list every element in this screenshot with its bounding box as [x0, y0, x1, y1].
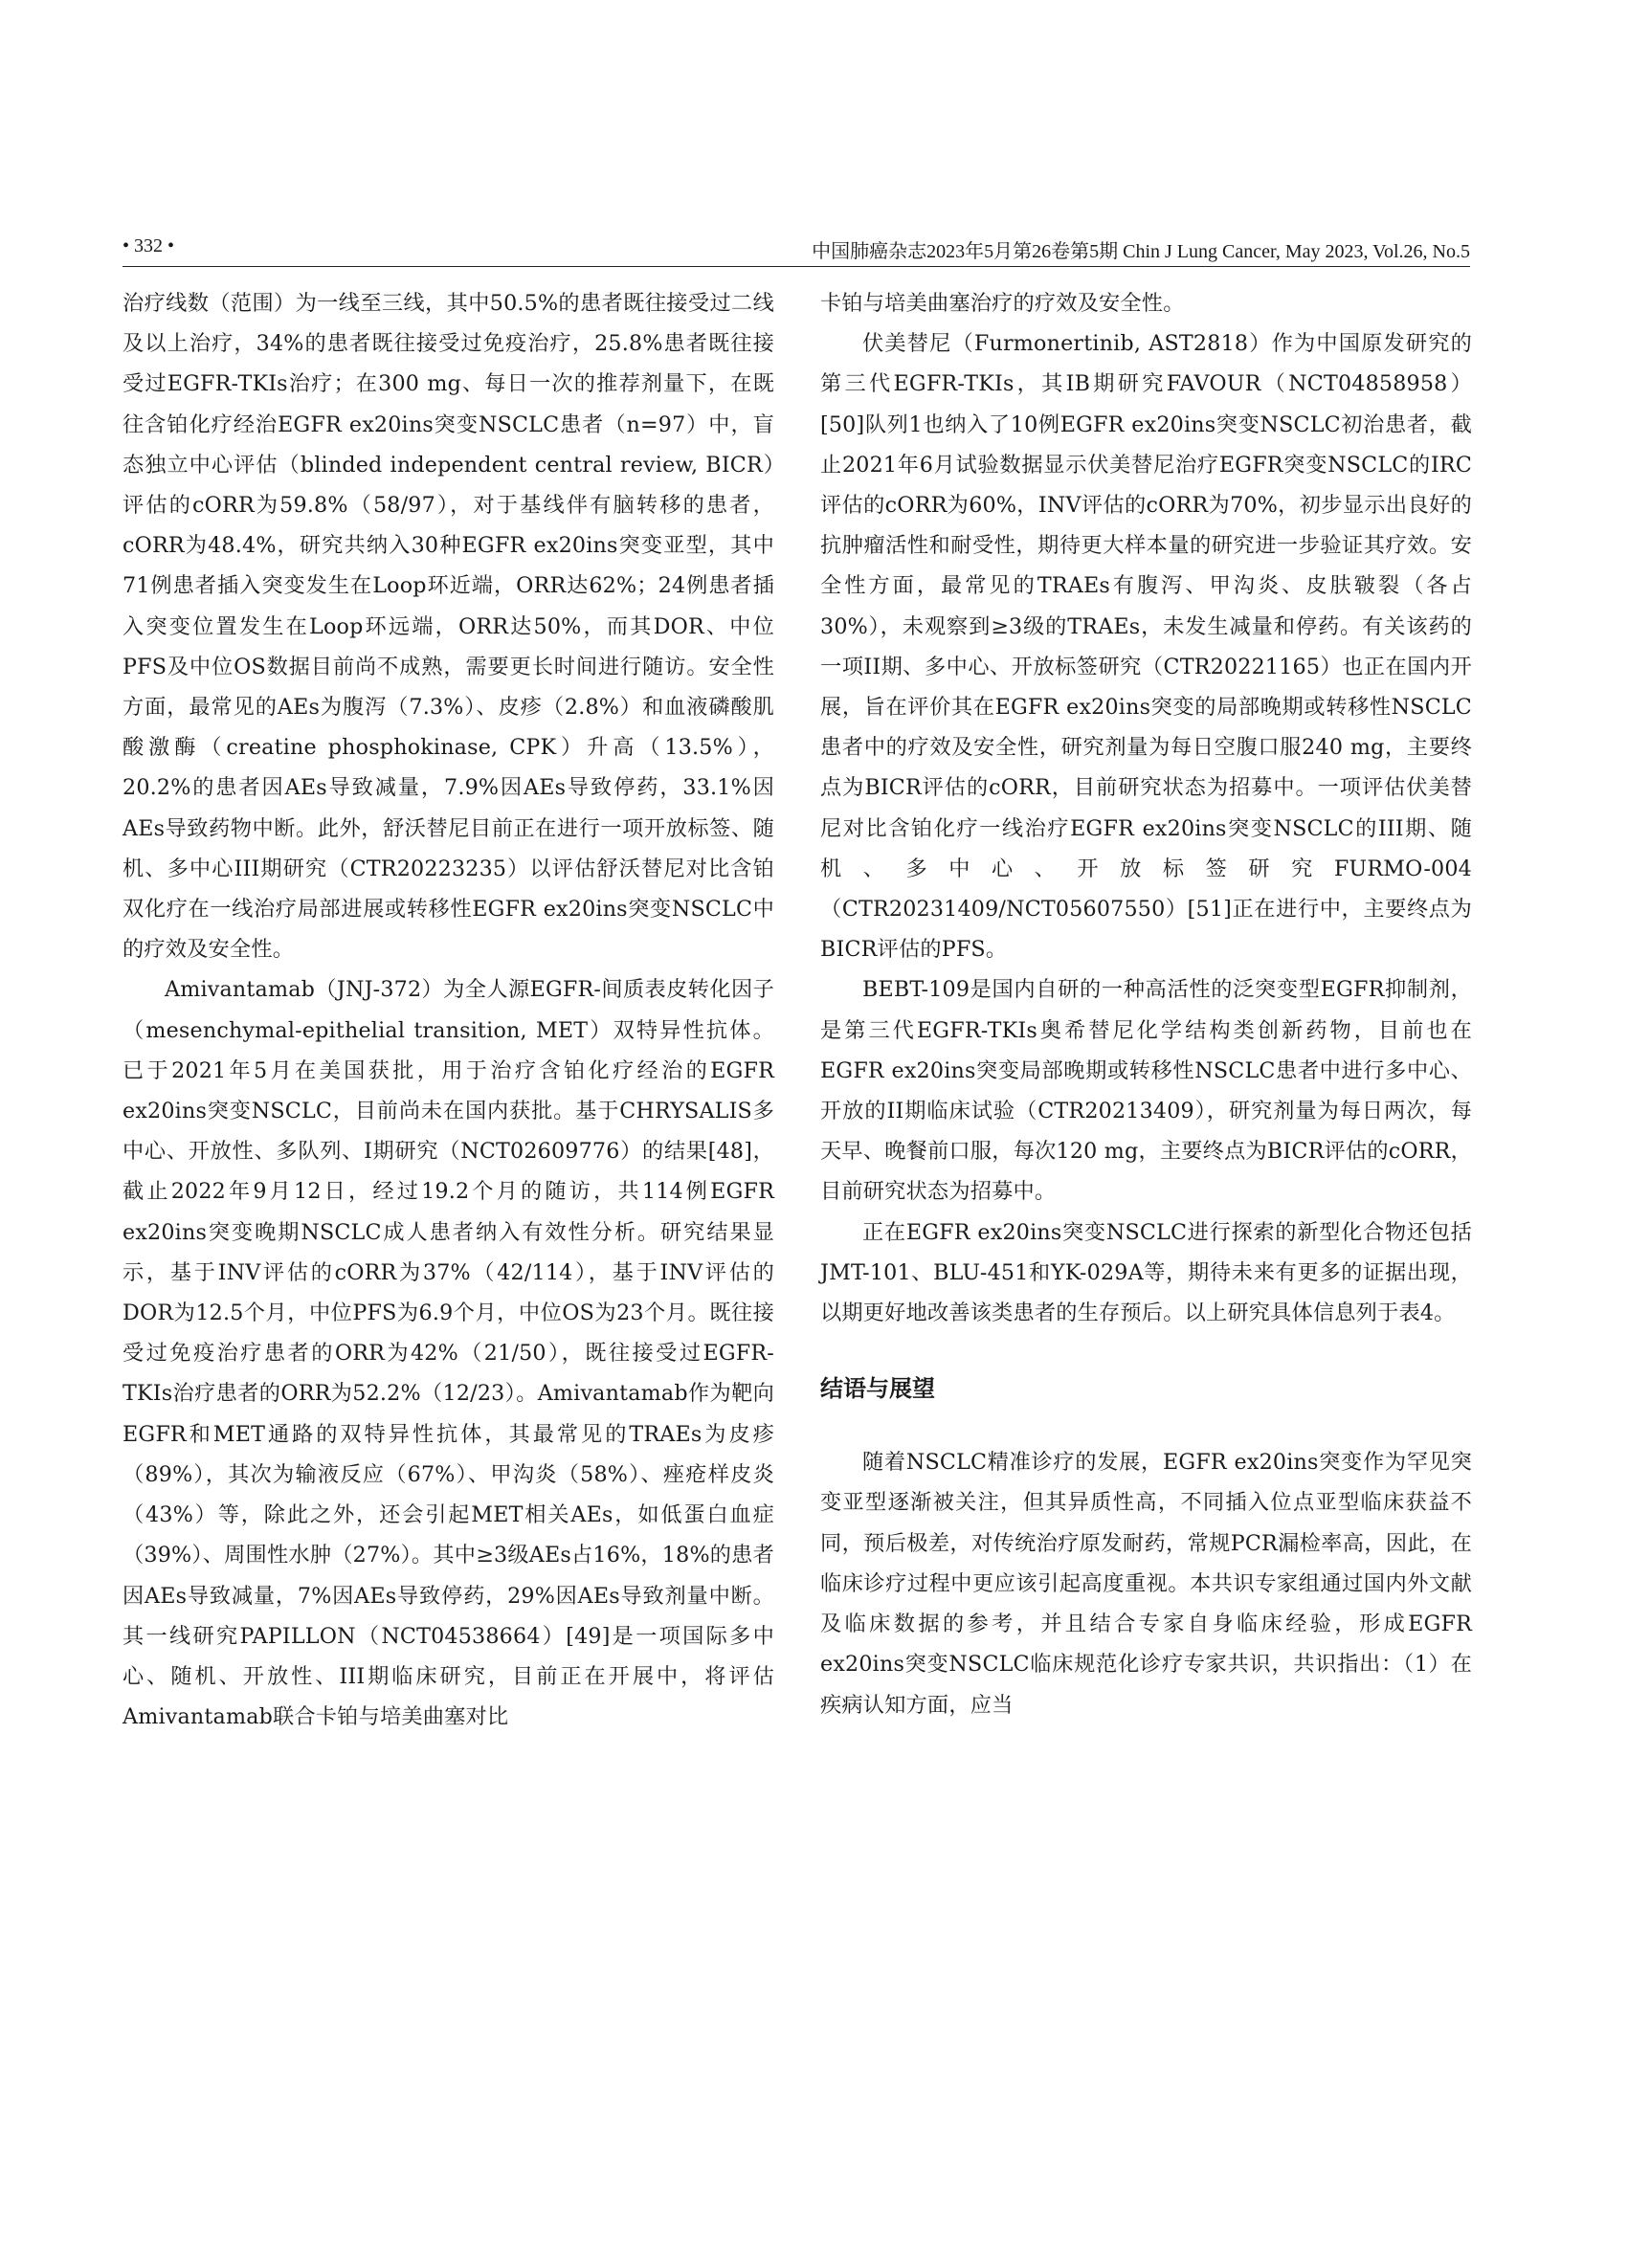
paragraph-new-compounds: 正在EGFR ex20ins突变NSCLC进行探索的新型化合物还包括JMT-101、BLU-451和YK-029A等，期待未来有更多的证据出现，以期更好地改善该类患者的生存预后。以上研究具体信息列于表4。 [820, 1219, 1472, 1326]
right-column [820, 283, 1472, 1725]
page-number: • 332 • [123, 235, 175, 256]
paragraph-furmonertinib: 伏美替尼（Furmonertinib, AST2818）作为中国原发研究的第三代EGFR-TKIs，其IB期研究FAVOUR（NCT04858958）[50]队列1也纳入了10例EGFR ex20ins突变NSCLC初治患者，截止2021年6月试验数据显示伏美替尼治疗EGFR突变NSCLC的IRC评估的cORR为60%，INV评估的cORR为70%，初步显示出良好的抗肿瘤活性和耐受性，期待更大样本量的研究进一步验证其疗效。安全性方面，最常见的TRAEs有腹泻、甲沟炎、皮肤皲裂（各占30%），未观察到≥3级的TRAEs，未发生减量和停药。有关该药的一项II期、多中心、开放标签研究（CTR20221165）也正在国内开展，旨在评价其在EGFR ex20ins突变的局部晚期或转移性NSCLC患者中的疗效及安全性，研究剂量为每日空腹口服240 mg，主要终点为BICR评估的cORR，目前研究状态为招募中。一项评估伏美替尼对比含铂化疗一线治疗EGFR ex20ins突变NSCLC的III期、随机、多中心、开放标签研究FURMO-004（CTR20231409/NCT05607550）[51]正在进行中，主要终点为BICR评估的PFS。 [820, 331, 1472, 963]
left-column [123, 283, 774, 1737]
paragraph-amivantamab: Amivantamab（JNJ-372）为全人源EGFR-间质表皮转化因子（mesenchymal-epithelial transition, MET）双特异性抗体。已于2021年5月在美国获批，用于治疗含铂化疗经治的EGFR ex20ins突变NSCLC，目前尚未在国内获批。基于CHRYSALIS多中心、开放性、多队列、I期研究（NCT02609776）的结果[48]，截止2022年9月12日，经过19.2个月的随访，共114例EGFR ex20ins突变晚期NSCLC成人患者纳入有效性分析。研究结果显示，基于INV评估的cORR为37%（42/114），基于INV评估的DOR为12.5个月，中位PFS为6.9个月，中位OS为23个月。既往接受过免疫治疗患者的ORR为42%（21/50），既往接受过EGFR-TKIs治疗患者的ORR为52.2%（12/23）。Amivantamab作为靶向EGFR和MET通路的双特异性抗体，其最常见的TRAEs为皮疹（89%），其次为输液反应（67%）、甲沟炎（58%）、痤疮样皮炎（43%）等，除此之外，还会引起MET相关AEs，如低蛋白血症（39%）、周围性水肿（27%）。其中≥3级AEs占16%，18%的患者因AEs导致减量，7%因AEs导致停药，29%因AEs导致剂量中断。其一线研究PAPILLON（NCT04538664）[49]是一项国际多中心、随机、开放性、III期临床研究，目前正在开展中，将评估Amivantamab联合卡铂与培美曲塞对比 [123, 977, 774, 1730]
paragraph-bebt-109: BEBT-109是国内自研的一种高活性的泛突变型EGFR抑制剂，是第三代EGFR-TKIs奥希替尼化学结构类创新药物，目前也在EGFR ex20ins突变局部晚期或转移性NSCLC患者中进行多中心、开放的II期临床试验（CTR20213409），研究剂量为每日两次，每天早、晚餐前口服，每次120 mg，主要终点为BICR评估的cORR，目前研究状态为招募中。 [820, 977, 1472, 1205]
page-header [123, 235, 1470, 266]
paragraph-continuation: 卡铂与培美曲塞治疗的疗效及安全性。 [820, 291, 1185, 316]
paragraph-sulvertinib-results: 治疗线数（范围）为一线至三线，其中50.5%的患者既往接受过二线及以上治疗，34%的患者既往接受过免疫治疗，25.8%患者既往接受过EGFR-TKIs治疗；在300 mg、每日一次的推荐剂量下，在既往含铂化疗经治EGFR ex20ins突变NSCLC患者（n=97）中，盲态独立中心评估（blinded independent central review, BICR）评估的cORR为59.8%（58/97），对于基线伴有脑转移的患者，cORR为48.4%，研究共纳入30种EGFR ex20ins突变亚型，其中71例患者插入突变发生在Loop环近端，ORR达62%；24例患者插入突变位置发生在Loop环远端，ORR达50%，而其DOR、中位PFS及中位OS数据目前尚不成熟，需要更长时间进行随访。安全性方面，最常见的AEs为腹泻（7.3%）、皮疹（2.8%）和血液磷酸肌酸激酶（creatine phosphokinase, CPK）升高（13.5%），20.2%的患者因AEs导致减量，7.9%因AEs导致停药，33.1%因AEs导致药物中断。此外，舒沃替尼目前正在进行一项开放标签、随机、多中心III期研究（CTR20223235）以评估舒沃替尼对比含铂双化疗在一线治疗局部进展或转移性EGFR ex20ins突变NSCLC中的疗效及安全性。 [123, 291, 774, 963]
section-heading-conclusion: 结语与展望 [820, 1375, 935, 1403]
header-rule [123, 266, 1470, 267]
paragraph-conclusion: 随着NSCLC精准诊疗的发展，EGFR ex20ins突变作为罕见突变亚型逐渐被关注，但其异质性高，不同插入位点亚型临床获益不同，预后极差，对传统治疗原发耐药，常规PCR漏检率高，因此，在临床诊疗过程中更应该引起高度重视。本共识专家组通过国内外文献及临床数据的参考，并且结合专家自身临床经验，形成EGFR ex20ins突变NSCLC临床规范化诊疗专家共识，共识指出：（1）在疾病认知方面，应当 [820, 1450, 1472, 1718]
journal-running-head: 中国肺癌杂志2023年5月第26卷第5期 Chin J Lung Cancer, May 2023, Vol.26, No.5 [812, 241, 1470, 262]
